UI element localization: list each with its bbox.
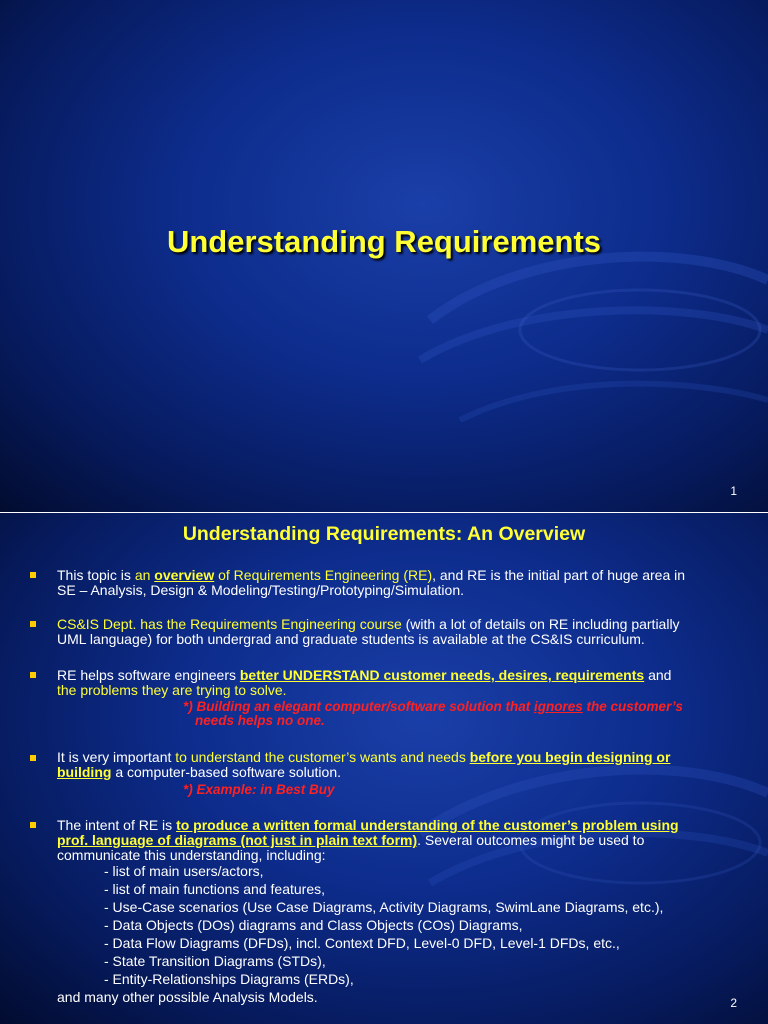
bullet-understand-first: It is very important to understand the customer’s wants and needs before you begin designing or building a computer-based software solution. xyxy=(57,749,671,780)
bullet-intent: The intent of RE is to produce a written formal understanding of the customer’s problem using prof. language of diagrams (not just in plain text form). Several outcomes might be used to communicate this understanding, including: xyxy=(57,817,679,863)
outcome-item: - Entity-Relationships Diagrams (ERDs), xyxy=(104,971,354,987)
note-elegant-solution: *) Building an elegant computer/software solution that ignores the customer’s needs helps no one. xyxy=(183,699,683,728)
overview-slide xyxy=(0,513,768,1024)
outcome-item: - Data Objects (DOs) diagrams and Class Objects (COs) Diagrams, xyxy=(104,917,523,933)
bullet-course: CS&IS Dept. has the Requirements Engineering course (with a lot of details on RE including partially UML language) for both undergrad and graduate students is available at the CS&IS curriculum. xyxy=(57,616,680,647)
outcome-item: - Data Flow Diagrams (DFDs), incl. Context DFD, Level-0 DFD, Level-1 DFDs, etc., xyxy=(104,935,620,951)
bullet-icon xyxy=(30,755,36,761)
slide-title: Understanding Requirements xyxy=(166,224,602,259)
outcome-item: - list of main functions and features, xyxy=(104,881,325,897)
bullet-icon xyxy=(30,822,36,828)
page-number: 1 xyxy=(730,484,737,498)
bullet-overview: This topic is an overview of Requirements Engineering (RE), and RE is the initial part of huge area in SE – Analysis, Design & Modeling/Testing/Prototyping/Simulation. xyxy=(57,567,686,598)
outcome-item: - list of main users/actors, xyxy=(104,863,264,879)
page-number: 2 xyxy=(730,996,737,1010)
bullet-re-helps: RE helps software engineers better UNDERSTAND customer needs, desires, requirements and the problems they are trying to solve. xyxy=(57,667,672,698)
bullet-icon xyxy=(30,621,36,627)
outcome-item: - State Transition Diagrams (STDs), xyxy=(104,953,326,969)
bullet-icon xyxy=(30,672,36,678)
note-example: *) Example: in Best Buy xyxy=(183,782,335,797)
bullet-icon xyxy=(30,572,36,578)
slide-title: Understanding Requirements: An Overview xyxy=(182,523,586,545)
outcome-item: - Use-Case scenarios (Use Case Diagrams, Activity Diagrams, SwimLane Diagrams, etc.), xyxy=(104,899,664,915)
closing-line: and many other possible Analysis Models. xyxy=(57,989,318,1005)
